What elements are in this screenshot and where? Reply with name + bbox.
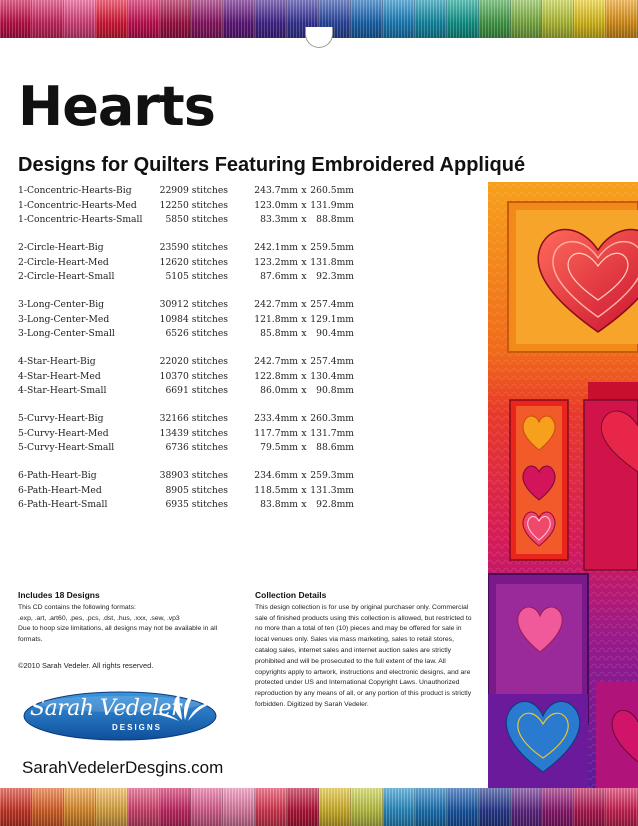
stitch-count: 22909 stitches bbox=[159, 185, 228, 196]
design-width: 234.6mm bbox=[254, 470, 298, 481]
dimension-separator: x bbox=[301, 214, 307, 225]
design-width: 83.8mm bbox=[260, 499, 298, 510]
thread-spool bbox=[64, 0, 96, 38]
sarah-vedeler-logo bbox=[22, 690, 218, 742]
design-height: 260.5mm bbox=[310, 185, 354, 196]
thread-spool bbox=[574, 0, 606, 38]
design-row bbox=[18, 241, 488, 256]
design-height: 92.3mm bbox=[316, 271, 354, 282]
design-name: 2-Circle-Heart-Big bbox=[18, 242, 104, 253]
design-name: 5-Curvy-Heart-Med bbox=[18, 427, 109, 439]
thread-spool bbox=[160, 788, 192, 826]
dimension-separator: x bbox=[301, 299, 307, 310]
design-name: 5-Curvy-Heart-Small bbox=[18, 442, 115, 453]
thread-spool bbox=[160, 0, 192, 38]
design-row bbox=[18, 370, 488, 385]
thread-spool bbox=[351, 788, 383, 826]
design-name: 1-Concentric-Hearts-Small bbox=[18, 214, 143, 225]
design-height: 131.3mm bbox=[310, 484, 354, 496]
design-height: 259.5mm bbox=[310, 242, 354, 253]
dimension-separator: x bbox=[301, 385, 307, 396]
copyright-text: ©2010 Sarah Vedeler. All rights reserved. bbox=[18, 661, 154, 670]
design-row bbox=[18, 484, 488, 499]
design-height: 90.4mm bbox=[316, 328, 354, 339]
design-width: 242.7mm bbox=[254, 299, 298, 310]
design-width: 121.8mm bbox=[254, 313, 298, 325]
stitch-count: 32166 stitches bbox=[159, 413, 228, 424]
design-name: 6-Path-Heart-Big bbox=[18, 470, 97, 481]
stitch-count: 12250 stitches bbox=[159, 199, 228, 211]
dimension-separator: x bbox=[301, 199, 307, 211]
thread-spool bbox=[415, 788, 447, 826]
stitch-count: 13439 stitches bbox=[159, 427, 228, 439]
design-group bbox=[18, 355, 488, 399]
quilt-photo bbox=[488, 182, 638, 788]
design-width: 118.5mm bbox=[254, 484, 298, 496]
design-height: 92.8mm bbox=[316, 499, 354, 510]
stitch-count: 6935 stitches bbox=[165, 499, 228, 510]
hang-tab-hole bbox=[305, 27, 333, 48]
thread-spool bbox=[383, 788, 415, 826]
design-group bbox=[18, 184, 488, 228]
dimension-separator: x bbox=[301, 185, 307, 196]
thread-spool bbox=[479, 788, 511, 826]
stitch-count: 5105 stitches bbox=[165, 271, 228, 282]
design-height: 88.6mm bbox=[316, 442, 354, 453]
thread-spool bbox=[223, 0, 255, 38]
page-subtitle: Designs for Quilters Featuring Embroidered Appliqué bbox=[18, 154, 526, 176]
stitch-count: 22020 stitches bbox=[159, 356, 228, 367]
thread-spool bbox=[0, 0, 32, 38]
collection-heading: Collection Details bbox=[255, 590, 327, 600]
design-row bbox=[18, 270, 488, 285]
design-row bbox=[18, 213, 488, 228]
dimension-separator: x bbox=[301, 499, 307, 510]
includes-section bbox=[18, 590, 243, 646]
design-name: 3-Long-Center-Med bbox=[18, 313, 110, 325]
thread-spool bbox=[191, 0, 223, 38]
stitch-count: 23590 stitches bbox=[159, 242, 228, 253]
design-name: 4-Star-Heart-Big bbox=[18, 356, 96, 367]
design-group bbox=[18, 469, 488, 513]
design-width: 86.0mm bbox=[260, 385, 298, 396]
thread-spools-bottom bbox=[0, 788, 638, 826]
dimension-separator: x bbox=[301, 242, 307, 253]
design-height: 257.4mm bbox=[310, 356, 354, 367]
thread-spool bbox=[511, 788, 543, 826]
stitch-count: 6526 stitches bbox=[165, 328, 228, 339]
dimension-separator: x bbox=[301, 484, 307, 496]
stitch-count: 38903 stitches bbox=[159, 470, 228, 481]
design-row bbox=[18, 384, 488, 399]
dimension-separator: x bbox=[301, 271, 307, 282]
design-name: 4-Star-Heart-Small bbox=[18, 385, 107, 396]
design-name: 6-Path-Heart-Med bbox=[18, 484, 102, 496]
design-name: 2-Circle-Heart-Small bbox=[18, 271, 115, 282]
design-row bbox=[18, 298, 488, 313]
dimension-separator: x bbox=[301, 313, 307, 325]
thread-spool bbox=[511, 0, 543, 38]
thread-spool bbox=[32, 788, 64, 826]
design-name: 4-Star-Heart-Med bbox=[18, 370, 101, 382]
thread-spool bbox=[287, 788, 319, 826]
dimension-separator: x bbox=[301, 328, 307, 339]
design-group bbox=[18, 412, 488, 456]
design-name: 5-Curvy-Heart-Big bbox=[18, 413, 104, 424]
thread-spool bbox=[447, 788, 479, 826]
stitch-count: 6691 stitches bbox=[165, 385, 228, 396]
design-group bbox=[18, 241, 488, 285]
design-row bbox=[18, 327, 488, 342]
thread-spool bbox=[32, 0, 64, 38]
design-height: 90.8mm bbox=[316, 385, 354, 396]
design-width: 122.8mm bbox=[254, 370, 298, 382]
thread-spool bbox=[542, 0, 574, 38]
stitch-count: 8905 stitches bbox=[165, 484, 228, 496]
thread-spool bbox=[415, 0, 447, 38]
design-row bbox=[18, 469, 488, 484]
design-width: 83.3mm bbox=[260, 214, 298, 225]
dimension-separator: x bbox=[301, 356, 307, 367]
thread-spool bbox=[128, 0, 160, 38]
design-height: 131.7mm bbox=[310, 427, 354, 439]
design-height: 260.3mm bbox=[310, 413, 354, 424]
includes-heading: Includes 18 Designs bbox=[18, 590, 100, 600]
thread-spool bbox=[255, 788, 287, 826]
design-width: 233.4mm bbox=[254, 413, 298, 424]
design-width: 242.7mm bbox=[254, 356, 298, 367]
design-row bbox=[18, 427, 488, 442]
thread-spool bbox=[383, 0, 415, 38]
dimension-separator: x bbox=[301, 413, 307, 424]
thread-spool bbox=[96, 788, 128, 826]
stitch-count: 10370 stitches bbox=[159, 370, 228, 382]
stitch-count: 10984 stitches bbox=[159, 313, 228, 325]
design-width: 243.7mm bbox=[254, 185, 298, 196]
logo-name: Sarah Vedeler bbox=[30, 696, 182, 721]
design-height: 131.9mm bbox=[310, 199, 354, 211]
thread-spool bbox=[542, 788, 574, 826]
thread-spool bbox=[447, 0, 479, 38]
thread-spool bbox=[96, 0, 128, 38]
page-title: Hearts bbox=[18, 75, 215, 138]
dimension-separator: x bbox=[301, 370, 307, 382]
dimension-separator: x bbox=[301, 470, 307, 481]
design-name: 6-Path-Heart-Small bbox=[18, 499, 108, 510]
design-width: 117.7mm bbox=[254, 427, 298, 439]
design-list bbox=[18, 184, 488, 526]
thread-spool bbox=[223, 788, 255, 826]
thread-spool bbox=[574, 788, 606, 826]
design-row bbox=[18, 412, 488, 427]
design-row bbox=[18, 313, 488, 328]
website-url[interactable]: SarahVedelerDesgins.com bbox=[22, 758, 224, 777]
design-name: 1-Concentric-Hearts-Med bbox=[18, 199, 137, 211]
design-height: 131.8mm bbox=[310, 256, 354, 268]
thread-spool bbox=[479, 0, 511, 38]
design-width: 242.1mm bbox=[254, 242, 298, 253]
thread-spool bbox=[606, 0, 638, 38]
thread-spool bbox=[64, 788, 96, 826]
stitch-count: 6736 stitches bbox=[165, 442, 228, 453]
collection-body: This design collection is for use by original purchaser only. Commercial sale of finished products using this collection is allowed, but restricted to no more than a total of ten (10) pieces and may be offered for sale in local venues only. Sales via mass marketing, sales to retail stores, catalog sales, internet sales and internet auction sales are strictly prohibited and will be prosecuted to the full extent of the law. All copyrights apply to artwork, instructions and electronic designs, and are protected under US and International Copyright Laws. Unauthorized reproduction by any means of all, or any portion of this product is strictly forbidden. Digitized by Sarah Vedeler. bbox=[255, 603, 472, 708]
thread-spool bbox=[319, 788, 351, 826]
stitch-count: 5850 stitches bbox=[165, 214, 228, 225]
design-group bbox=[18, 298, 488, 342]
design-name: 3-Long-Center-Small bbox=[18, 328, 115, 339]
thread-spool bbox=[255, 0, 287, 38]
design-name: 2-Circle-Heart-Med bbox=[18, 256, 109, 268]
design-width: 123.0mm bbox=[254, 199, 298, 211]
dimension-separator: x bbox=[301, 442, 307, 453]
stitch-count: 30912 stitches bbox=[159, 299, 228, 310]
design-width: 85.8mm bbox=[260, 328, 298, 339]
collection-section bbox=[255, 590, 477, 711]
design-height: 130.4mm bbox=[310, 370, 354, 382]
dimension-separator: x bbox=[301, 427, 307, 439]
design-height: 259.3mm bbox=[310, 470, 354, 481]
design-row bbox=[18, 199, 488, 214]
design-row bbox=[18, 256, 488, 271]
includes-note: Due to hoop size limitations, all designs may not be available in all formats. bbox=[18, 625, 218, 644]
design-row bbox=[18, 498, 488, 513]
includes-line1: This CD contains the following formats: bbox=[18, 603, 136, 611]
design-name: 1-Concentric-Hearts-Big bbox=[18, 185, 132, 196]
design-height: 257.4mm bbox=[310, 299, 354, 310]
thread-spool bbox=[191, 788, 223, 826]
design-row bbox=[18, 441, 488, 456]
logo-sub: DESIGNS bbox=[112, 723, 163, 732]
design-width: 87.6mm bbox=[260, 271, 298, 282]
includes-formats: .exp, .art, .art60, .pes, .pcs, .dst, .hus, .xxx, .sew, .vp3 bbox=[18, 614, 180, 622]
design-row bbox=[18, 184, 488, 199]
thread-spool bbox=[0, 788, 32, 826]
dimension-separator: x bbox=[301, 256, 307, 268]
design-row bbox=[18, 355, 488, 370]
stitch-count: 12620 stitches bbox=[159, 256, 228, 268]
design-height: 129.1mm bbox=[310, 313, 354, 325]
thread-spool bbox=[351, 0, 383, 38]
design-width: 79.5mm bbox=[260, 442, 298, 453]
design-width: 123.2mm bbox=[254, 256, 298, 268]
thread-spool bbox=[128, 788, 160, 826]
design-name: 3-Long-Center-Big bbox=[18, 299, 105, 310]
thread-spool bbox=[606, 788, 638, 826]
design-height: 88.8mm bbox=[316, 214, 354, 225]
